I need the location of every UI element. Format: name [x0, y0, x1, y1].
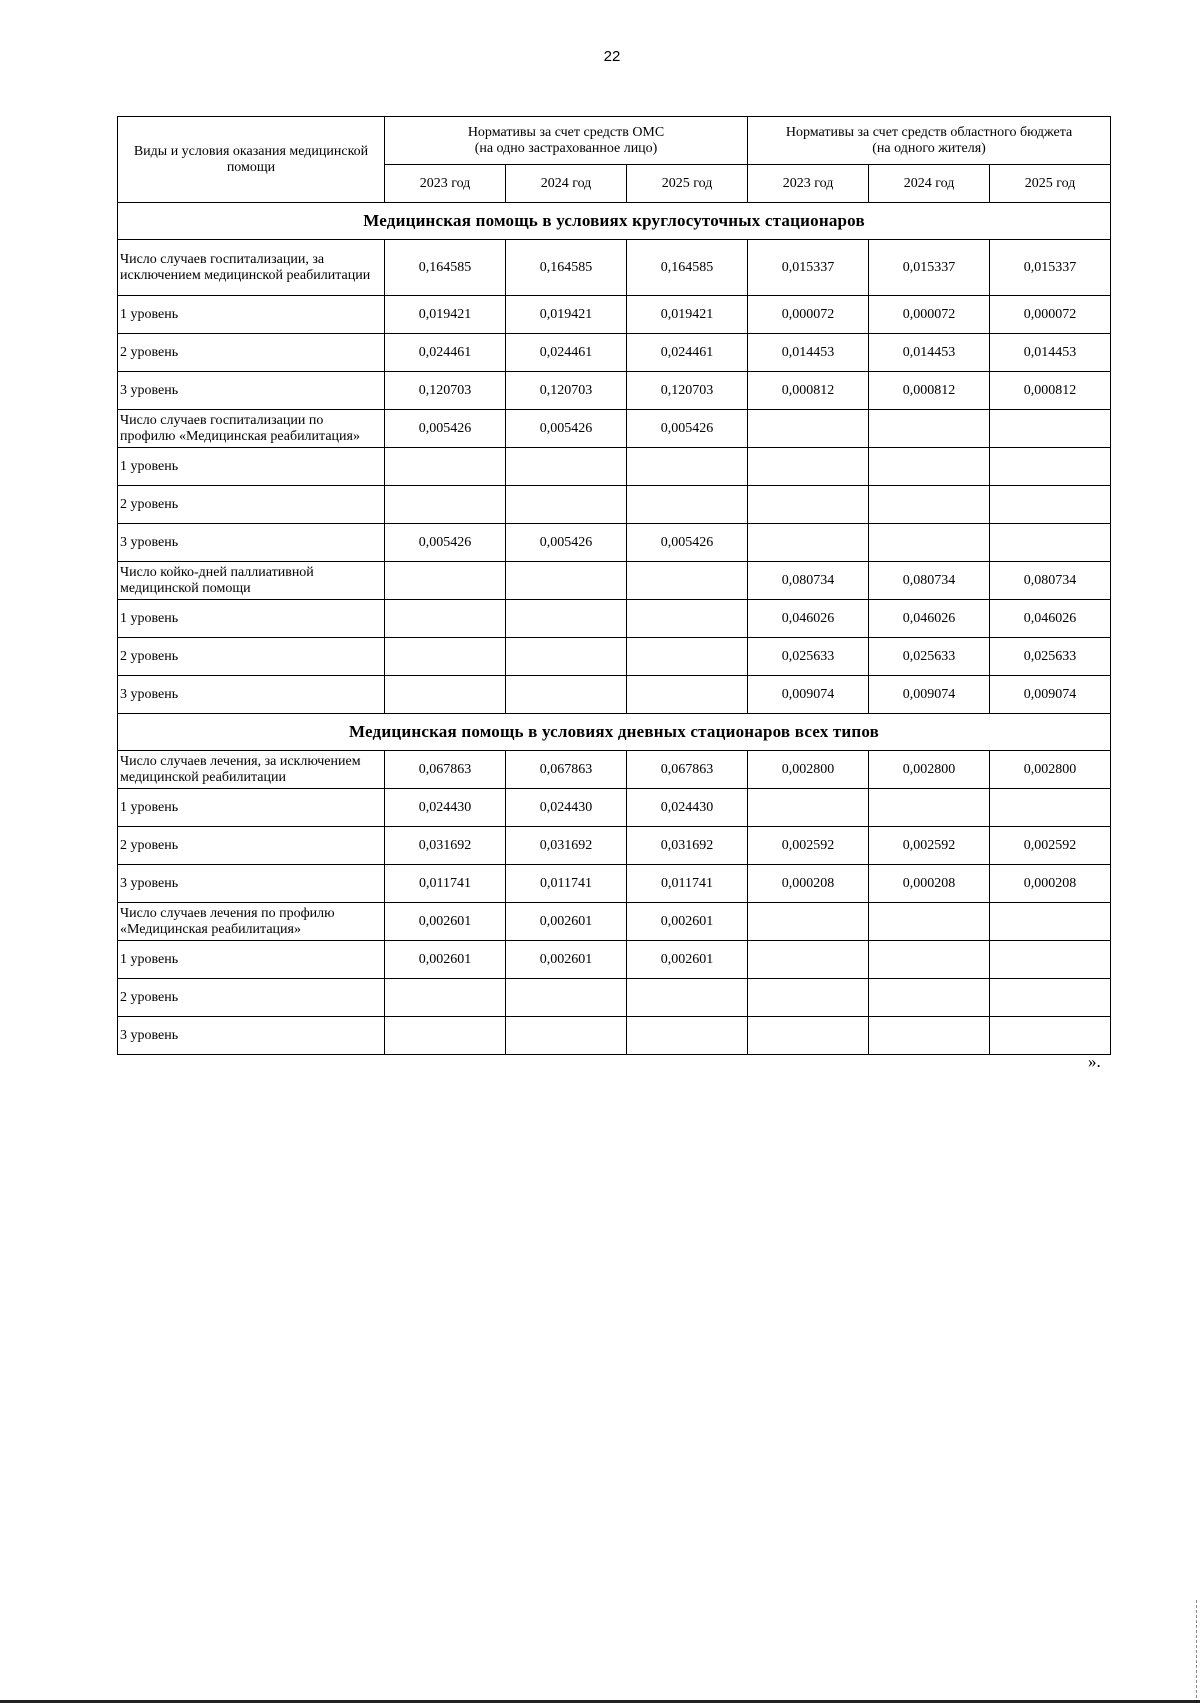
- value-cell: 0,019421: [627, 296, 748, 334]
- row-label: 2 уровень: [118, 334, 385, 372]
- value-cell: 0,024430: [506, 789, 627, 827]
- value-cell: 0,002601: [627, 903, 748, 941]
- value-cell: 0,046026: [748, 600, 869, 638]
- value-cell: 0,025633: [990, 638, 1111, 676]
- value-cell: 0,164585: [506, 240, 627, 296]
- value-cell: 0,000208: [748, 865, 869, 903]
- row-label: Число койко-дней паллиативной медицинской помощи: [118, 562, 385, 600]
- value-cell: 0,005426: [627, 410, 748, 448]
- value-cell: [748, 448, 869, 486]
- value-cell: 0,005426: [385, 410, 506, 448]
- value-cell: [385, 562, 506, 600]
- value-cell: 0,000072: [990, 296, 1111, 334]
- value-cell: 0,067863: [385, 751, 506, 789]
- value-cell: 0,000812: [869, 372, 990, 410]
- value-cell: [869, 903, 990, 941]
- value-cell: [869, 486, 990, 524]
- row-label: 2 уровень: [118, 827, 385, 865]
- value-cell: [869, 410, 990, 448]
- group-budget-subtitle: (на одного жителя): [872, 140, 986, 156]
- value-cell: 0,080734: [990, 562, 1111, 600]
- row-label: 1 уровень: [118, 600, 385, 638]
- norms-table: [117, 116, 1111, 1055]
- row-label: Число случаев госпитализации по профилю «Медицинская реабилитация»: [118, 410, 385, 448]
- value-cell: [990, 524, 1111, 562]
- row-label: 1 уровень: [118, 448, 385, 486]
- value-cell: 0,002592: [990, 827, 1111, 865]
- value-cell: [385, 486, 506, 524]
- value-cell: 0,024461: [627, 334, 748, 372]
- section-title: Медицинская помощь в условиях круглосуточных стационаров: [118, 203, 1111, 240]
- value-cell: [506, 979, 627, 1017]
- table-row: [118, 676, 1111, 714]
- year-header-budget-2024: 2024 год: [869, 165, 990, 203]
- value-cell: [627, 676, 748, 714]
- value-cell: 0,000208: [869, 865, 990, 903]
- table-row: [118, 600, 1111, 638]
- value-cell: 0,002800: [869, 751, 990, 789]
- value-cell: [627, 448, 748, 486]
- table-row: [118, 486, 1111, 524]
- value-cell: 0,031692: [385, 827, 506, 865]
- value-cell: 0,080734: [869, 562, 990, 600]
- value-cell: [990, 448, 1111, 486]
- value-cell: [506, 638, 627, 676]
- value-cell: [627, 979, 748, 1017]
- value-cell: [869, 524, 990, 562]
- value-cell: [748, 789, 869, 827]
- row-label: Число случаев госпитализации, за исключением медицинской реабилитации: [118, 240, 385, 296]
- value-cell: [869, 979, 990, 1017]
- value-cell: 0,002592: [748, 827, 869, 865]
- value-cell: 0,011741: [385, 865, 506, 903]
- value-cell: 0,015337: [990, 240, 1111, 296]
- group-budget-title: Нормативы за счет средств областного бюджета: [785, 124, 1073, 140]
- section-row: [118, 203, 1111, 240]
- value-cell: [990, 941, 1111, 979]
- value-cell: 0,164585: [385, 240, 506, 296]
- value-cell: [506, 600, 627, 638]
- value-cell: 0,120703: [506, 372, 627, 410]
- year-header-budget-2025: 2025 год: [990, 165, 1111, 203]
- table-row: [118, 410, 1111, 448]
- row-label: 2 уровень: [118, 486, 385, 524]
- table-row: [118, 751, 1111, 789]
- value-cell: [627, 562, 748, 600]
- value-cell: 0,031692: [506, 827, 627, 865]
- value-cell: [627, 486, 748, 524]
- value-cell: [627, 638, 748, 676]
- table-row: [118, 903, 1111, 941]
- value-cell: 0,002592: [869, 827, 990, 865]
- closing-quote-mark: ».: [1088, 1052, 1101, 1071]
- row-label: Число случаев лечения по профилю «Медицинская реабилитация»: [118, 903, 385, 941]
- group-header-budget: [748, 117, 1111, 165]
- value-cell: 0,015337: [869, 240, 990, 296]
- value-cell: [869, 448, 990, 486]
- table-row: [118, 979, 1111, 1017]
- value-cell: 0,009074: [990, 676, 1111, 714]
- row-label: 1 уровень: [118, 296, 385, 334]
- value-cell: [506, 676, 627, 714]
- value-cell: 0,046026: [869, 600, 990, 638]
- row-label: 2 уровень: [118, 979, 385, 1017]
- value-cell: [506, 448, 627, 486]
- table-row: [118, 789, 1111, 827]
- section-title: Медицинская помощь в условиях дневных стационаров всех типов: [118, 714, 1111, 751]
- value-cell: [748, 979, 869, 1017]
- value-cell: 0,000812: [748, 372, 869, 410]
- value-cell: [385, 600, 506, 638]
- value-cell: 0,000072: [748, 296, 869, 334]
- value-cell: 0,024461: [385, 334, 506, 372]
- group-oms-title: Нормативы за счет средств ОМС: [467, 124, 665, 140]
- table-row: [118, 524, 1111, 562]
- value-cell: [990, 903, 1111, 941]
- value-cell: [506, 1017, 627, 1055]
- value-cell: 0,120703: [627, 372, 748, 410]
- value-cell: 0,019421: [506, 296, 627, 334]
- value-cell: 0,046026: [990, 600, 1111, 638]
- value-cell: [748, 941, 869, 979]
- value-cell: [748, 903, 869, 941]
- value-cell: [385, 676, 506, 714]
- value-cell: [990, 486, 1111, 524]
- table-row: [118, 865, 1111, 903]
- value-cell: [869, 1017, 990, 1055]
- value-cell: 0,002601: [385, 903, 506, 941]
- row-label: 2 уровень: [118, 638, 385, 676]
- value-cell: [990, 789, 1111, 827]
- value-cell: 0,011741: [627, 865, 748, 903]
- value-cell: [869, 789, 990, 827]
- value-cell: [748, 524, 869, 562]
- value-cell: 0,120703: [385, 372, 506, 410]
- value-cell: [627, 1017, 748, 1055]
- value-cell: 0,002601: [385, 941, 506, 979]
- row-label: Число случаев лечения, за исключением медицинской реабилитации: [118, 751, 385, 789]
- value-cell: [748, 410, 869, 448]
- row-label: 3 уровень: [118, 865, 385, 903]
- table-row: [118, 372, 1111, 410]
- value-cell: [748, 1017, 869, 1055]
- value-cell: [385, 1017, 506, 1055]
- section-row: [118, 714, 1111, 751]
- value-cell: 0,031692: [627, 827, 748, 865]
- value-cell: [385, 448, 506, 486]
- row-label: 1 уровень: [118, 789, 385, 827]
- row-label: 1 уровень: [118, 941, 385, 979]
- value-cell: 0,002601: [506, 941, 627, 979]
- value-cell: 0,025633: [748, 638, 869, 676]
- value-cell: 0,002800: [990, 751, 1111, 789]
- page-number: 22: [603, 48, 621, 65]
- table-row: [118, 638, 1111, 676]
- value-cell: 0,000208: [990, 865, 1111, 903]
- year-header-oms-2025: 2025 год: [627, 165, 748, 203]
- value-cell: 0,005426: [627, 524, 748, 562]
- value-cell: 0,011741: [506, 865, 627, 903]
- row-label: 3 уровень: [118, 372, 385, 410]
- value-cell: 0,002800: [748, 751, 869, 789]
- value-cell: [385, 638, 506, 676]
- value-cell: 0,002601: [506, 903, 627, 941]
- group-header-oms: [385, 117, 748, 165]
- year-header-budget-2023: 2023 год: [748, 165, 869, 203]
- value-cell: [869, 941, 990, 979]
- table-row: [118, 240, 1111, 296]
- value-cell: 0,002601: [627, 941, 748, 979]
- value-cell: 0,024430: [385, 789, 506, 827]
- year-header-oms-2023: 2023 год: [385, 165, 506, 203]
- value-cell: 0,009074: [748, 676, 869, 714]
- table-row: [118, 296, 1111, 334]
- value-cell: 0,164585: [627, 240, 748, 296]
- group-oms-subtitle: (на одно застрахованное лицо): [474, 140, 658, 156]
- value-cell: 0,000812: [990, 372, 1111, 410]
- scan-margin-mark: [1196, 1600, 1198, 1703]
- table-row: [118, 334, 1111, 372]
- row-label: 3 уровень: [118, 524, 385, 562]
- value-cell: 0,014453: [748, 334, 869, 372]
- value-cell: 0,024430: [627, 789, 748, 827]
- table-row: [118, 448, 1111, 486]
- value-cell: 0,009074: [869, 676, 990, 714]
- year-header-oms-2024: 2024 год: [506, 165, 627, 203]
- table-row: [118, 562, 1111, 600]
- value-cell: 0,067863: [506, 751, 627, 789]
- table-row: [118, 827, 1111, 865]
- value-cell: [627, 600, 748, 638]
- value-cell: 0,014453: [869, 334, 990, 372]
- table-row: [118, 1017, 1111, 1055]
- value-cell: 0,024461: [506, 334, 627, 372]
- row-label: 3 уровень: [118, 1017, 385, 1055]
- value-cell: 0,080734: [748, 562, 869, 600]
- value-cell: 0,019421: [385, 296, 506, 334]
- header-row-groups: [118, 117, 1111, 165]
- value-cell: 0,005426: [385, 524, 506, 562]
- value-cell: 0,015337: [748, 240, 869, 296]
- table-row: [118, 941, 1111, 979]
- value-cell: [990, 410, 1111, 448]
- value-cell: [506, 486, 627, 524]
- column-header-care-type: Виды и условия оказания медицинской помощи: [118, 117, 385, 203]
- value-cell: 0,014453: [990, 334, 1111, 372]
- value-cell: [385, 979, 506, 1017]
- value-cell: [990, 979, 1111, 1017]
- value-cell: [990, 1017, 1111, 1055]
- row-label: 3 уровень: [118, 676, 385, 714]
- value-cell: 0,025633: [869, 638, 990, 676]
- value-cell: [506, 562, 627, 600]
- value-cell: 0,005426: [506, 524, 627, 562]
- value-cell: 0,067863: [627, 751, 748, 789]
- value-cell: 0,000072: [869, 296, 990, 334]
- value-cell: [748, 486, 869, 524]
- value-cell: 0,005426: [506, 410, 627, 448]
